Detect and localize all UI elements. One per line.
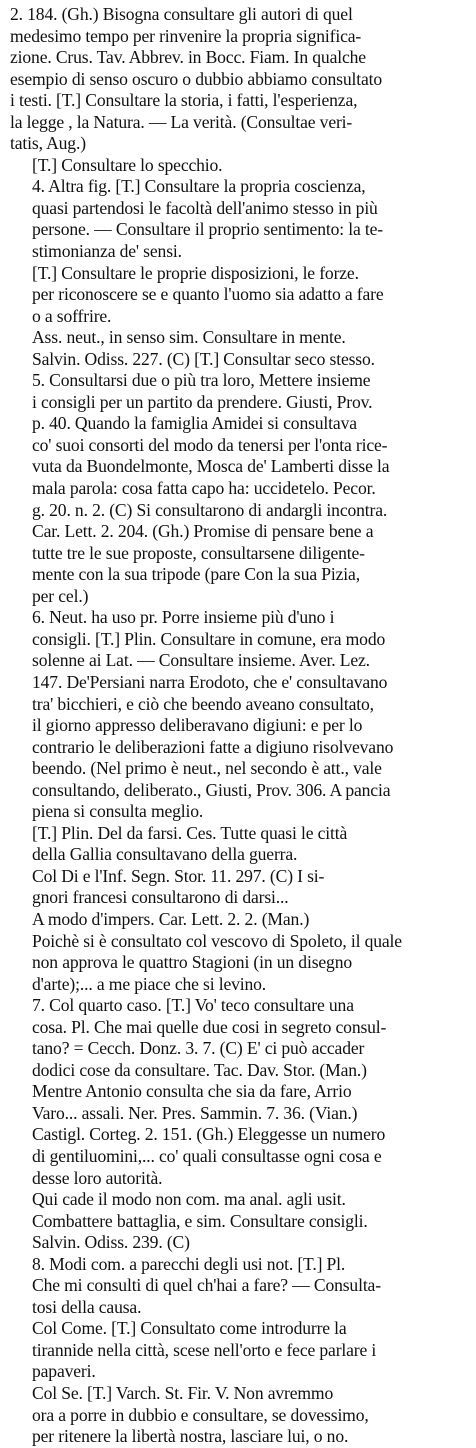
text-line: i consigli per un partito da prendere. Giusti, Prov.	[32, 391, 373, 412]
entry-paragraph	[10, 155, 470, 177]
text-line: 147. De'Persiani narra Erodoto, che e' consultavano	[32, 671, 388, 692]
text-line: per ritenere la libertà nostra, lasciare lui, o no.	[32, 1426, 349, 1447]
text-line: Mentre Antonio consulta che sia da fare, Arrio	[32, 1081, 352, 1102]
text-line: A modo d'impers. Car. Lett. 2. 2. (Man.)	[32, 908, 310, 929]
text-line: Col Di e l'Inf. Segn. Stor. 11. 297. (C) I si-	[32, 865, 325, 886]
text-line: vuta da Buondelmonte, Mosca de' Lamberti disse la	[32, 456, 390, 477]
text-line: 8. Modi com. a parecchi degli usi not. [T.] Pl.	[32, 1253, 346, 1274]
text-line: il giorno appresso deliberavano digiuni: e per lo	[32, 715, 363, 736]
text-line: consigli. [T.] Plin. Consultare in comune, era modo	[32, 628, 386, 649]
text-line: g. 20. n. 2. (C) Si consultarono di andargli incontra.	[32, 499, 388, 520]
text-line: i testi. [T.] Consultare la storia, i fatti, l'esperienza,	[10, 90, 358, 111]
entry-paragraph	[10, 1189, 470, 1254]
text-line: tosi della causa.	[32, 1296, 142, 1317]
entry-paragraph	[10, 327, 470, 370]
text-line: tatis, Aug.)	[10, 133, 86, 154]
text-line: Salvin. Odiss. 227. (C) [T.] Consultar seco stesso.	[32, 348, 375, 369]
text-line: la legge , la Natura. — La verità. (Consultae veri-	[10, 111, 353, 132]
text-line: 7. Col quarto caso. [T.] Vo' teco consultare una	[32, 995, 354, 1016]
text-line: della Gallia consultavano della guerra.	[32, 844, 298, 865]
text-line: tra' bicchieri, e ciò che beendo aveano consultato,	[32, 693, 374, 714]
text-line: Combattere battaglia, e sim. Consultare consigli.	[32, 1210, 368, 1231]
text-line: cosa. Pl. Che mai quelle due cosi in segreto consul-	[32, 1016, 387, 1037]
entry-paragraph	[10, 866, 470, 909]
text-line: mala parola: cosa fatta capo ha: uccidetelo. Pecor.	[32, 478, 376, 499]
text-line: Varo... assali. Ner. Pres. Sammin. 7. 36. (Vian.)	[32, 1102, 358, 1123]
text-line: tano? = Cecch. Donz. 3. 7. (C) E' ci può accader	[32, 1038, 365, 1059]
entry-paragraph	[10, 176, 470, 262]
entry-paragraph	[10, 4, 470, 155]
text-line: d'arte);... a me piace che si levino.	[32, 973, 267, 994]
text-line: Poichè si è consultato col vescovo di Spoleto, il quale	[32, 930, 402, 951]
text-line: stimonianza de' sensi.	[32, 241, 182, 262]
text-line: co' suoi consorti del modo da tenersi per l'onta rice-	[32, 434, 388, 455]
text-line: medesimo tempo per rinvenire la propria significa-	[10, 25, 362, 46]
text-line: mente con la sua tripode (pare Con la sua Pizia,	[32, 564, 360, 585]
entry-paragraph	[10, 1254, 470, 1319]
text-line: o a soffrire.	[32, 305, 112, 326]
text-line: persone. — Consultare il proprio sentimento: la te-	[32, 219, 383, 240]
text-line: beendo. (Nel primo è neut., nel secondo è att., vale	[32, 758, 382, 779]
text-line: quasi partendosi le facoltà dell'animo stesso in più	[32, 197, 378, 218]
text-line: Col Se. [T.] Varch. St. Fir. V. Non avremmo	[32, 1383, 334, 1403]
text-line: gnori francesi consultarono di darsi...	[32, 887, 289, 908]
text-line: [T.] Consultare lo specchio.	[32, 154, 223, 175]
text-line: per cel.)	[32, 585, 89, 606]
text-line: Qui cade il modo non com. ma anal. agli usit.	[32, 1189, 346, 1210]
entry-paragraph	[10, 1318, 470, 1383]
entry-paragraph	[10, 263, 470, 328]
text-line: piena si consulta meglio.	[32, 801, 204, 822]
text-line: ora a porre in dubbio e consultare, se dovessimo,	[32, 1404, 369, 1425]
text-line: Col Come. [T.] Consultato come introdurre la	[32, 1318, 347, 1339]
text-line: consultando, deliberato., Giusti, Prov. 306. A pancia	[32, 779, 391, 800]
text-line: Ass. neut., in senso sim. Consultare in mente.	[32, 327, 346, 348]
text-line: 2. 184. (Gh.) Bisogna consultare gli autori di quel	[10, 4, 353, 24]
text-line: Che mi consulti di quel ch'hai a fare? — Consulta-	[32, 1275, 381, 1296]
text-line: per riconoscere se e quanto l'uomo sia adatto a fare	[32, 284, 384, 305]
entry-paragraph	[10, 995, 470, 1189]
text-line: dodici cose da consultare. Tac. Dav. Stor. (Man.)	[32, 1059, 367, 1080]
entry-paragraph	[10, 370, 470, 607]
text-line: di gentiluomini,... co' quali consultasse ogni cosa e	[32, 1145, 382, 1166]
text-line: tutte tre le sue proposte, consultarsene diligente-	[32, 542, 365, 563]
text-line: esempio di senso oscuro o dubbio abbiamo consultato	[10, 68, 383, 89]
text-line: [T.] Consultare le proprie disposizioni, le forze.	[32, 262, 359, 283]
text-line: desse loro autorità.	[32, 1167, 163, 1188]
text-line: p. 40. Quando la famiglia Amidei si consultava	[32, 413, 357, 434]
entry-paragraph	[10, 1383, 470, 1448]
text-line: 4. Altra fig. [T.] Consultare la propria coscienza,	[32, 176, 366, 197]
text-line: 5. Consultarsi due o più tra loro, Mettere insieme	[32, 370, 371, 391]
entry-paragraph	[10, 607, 470, 822]
text-line: solenne ai Lat. — Consultare insieme. Aver. Lez.	[32, 650, 370, 671]
text-line: [T.] Plin. Del da farsi. Ces. Tutte quasi le città	[32, 822, 348, 843]
text-line: tirannide nella città, scese nell'orto e fece parlare i	[32, 1339, 377, 1360]
entry-paragraph	[10, 823, 470, 866]
text-line: papaveri.	[32, 1361, 96, 1382]
text-line: Castigl. Corteg. 2. 151. (Gh.) Eleggesse un numero	[32, 1124, 386, 1145]
text-line: zione. Crus. Tav. Abbrev. in Bocc. Fiam. In qualche	[10, 47, 366, 68]
entry-paragraph	[10, 909, 470, 995]
text-line: Salvin. Odiss. 239. (C)	[32, 1232, 190, 1253]
text-line: non approva le quattro Stagioni (in un disegno	[32, 952, 352, 973]
text-line: 6. Neut. ha uso pr. Porre insieme più d'uno i	[32, 607, 335, 628]
text-line: Car. Lett. 2. 204. (Gh.) Promise di pensare bene a	[32, 521, 374, 542]
text-line: contrario le deliberazioni fatte a digiuno risolvevano	[32, 736, 394, 757]
